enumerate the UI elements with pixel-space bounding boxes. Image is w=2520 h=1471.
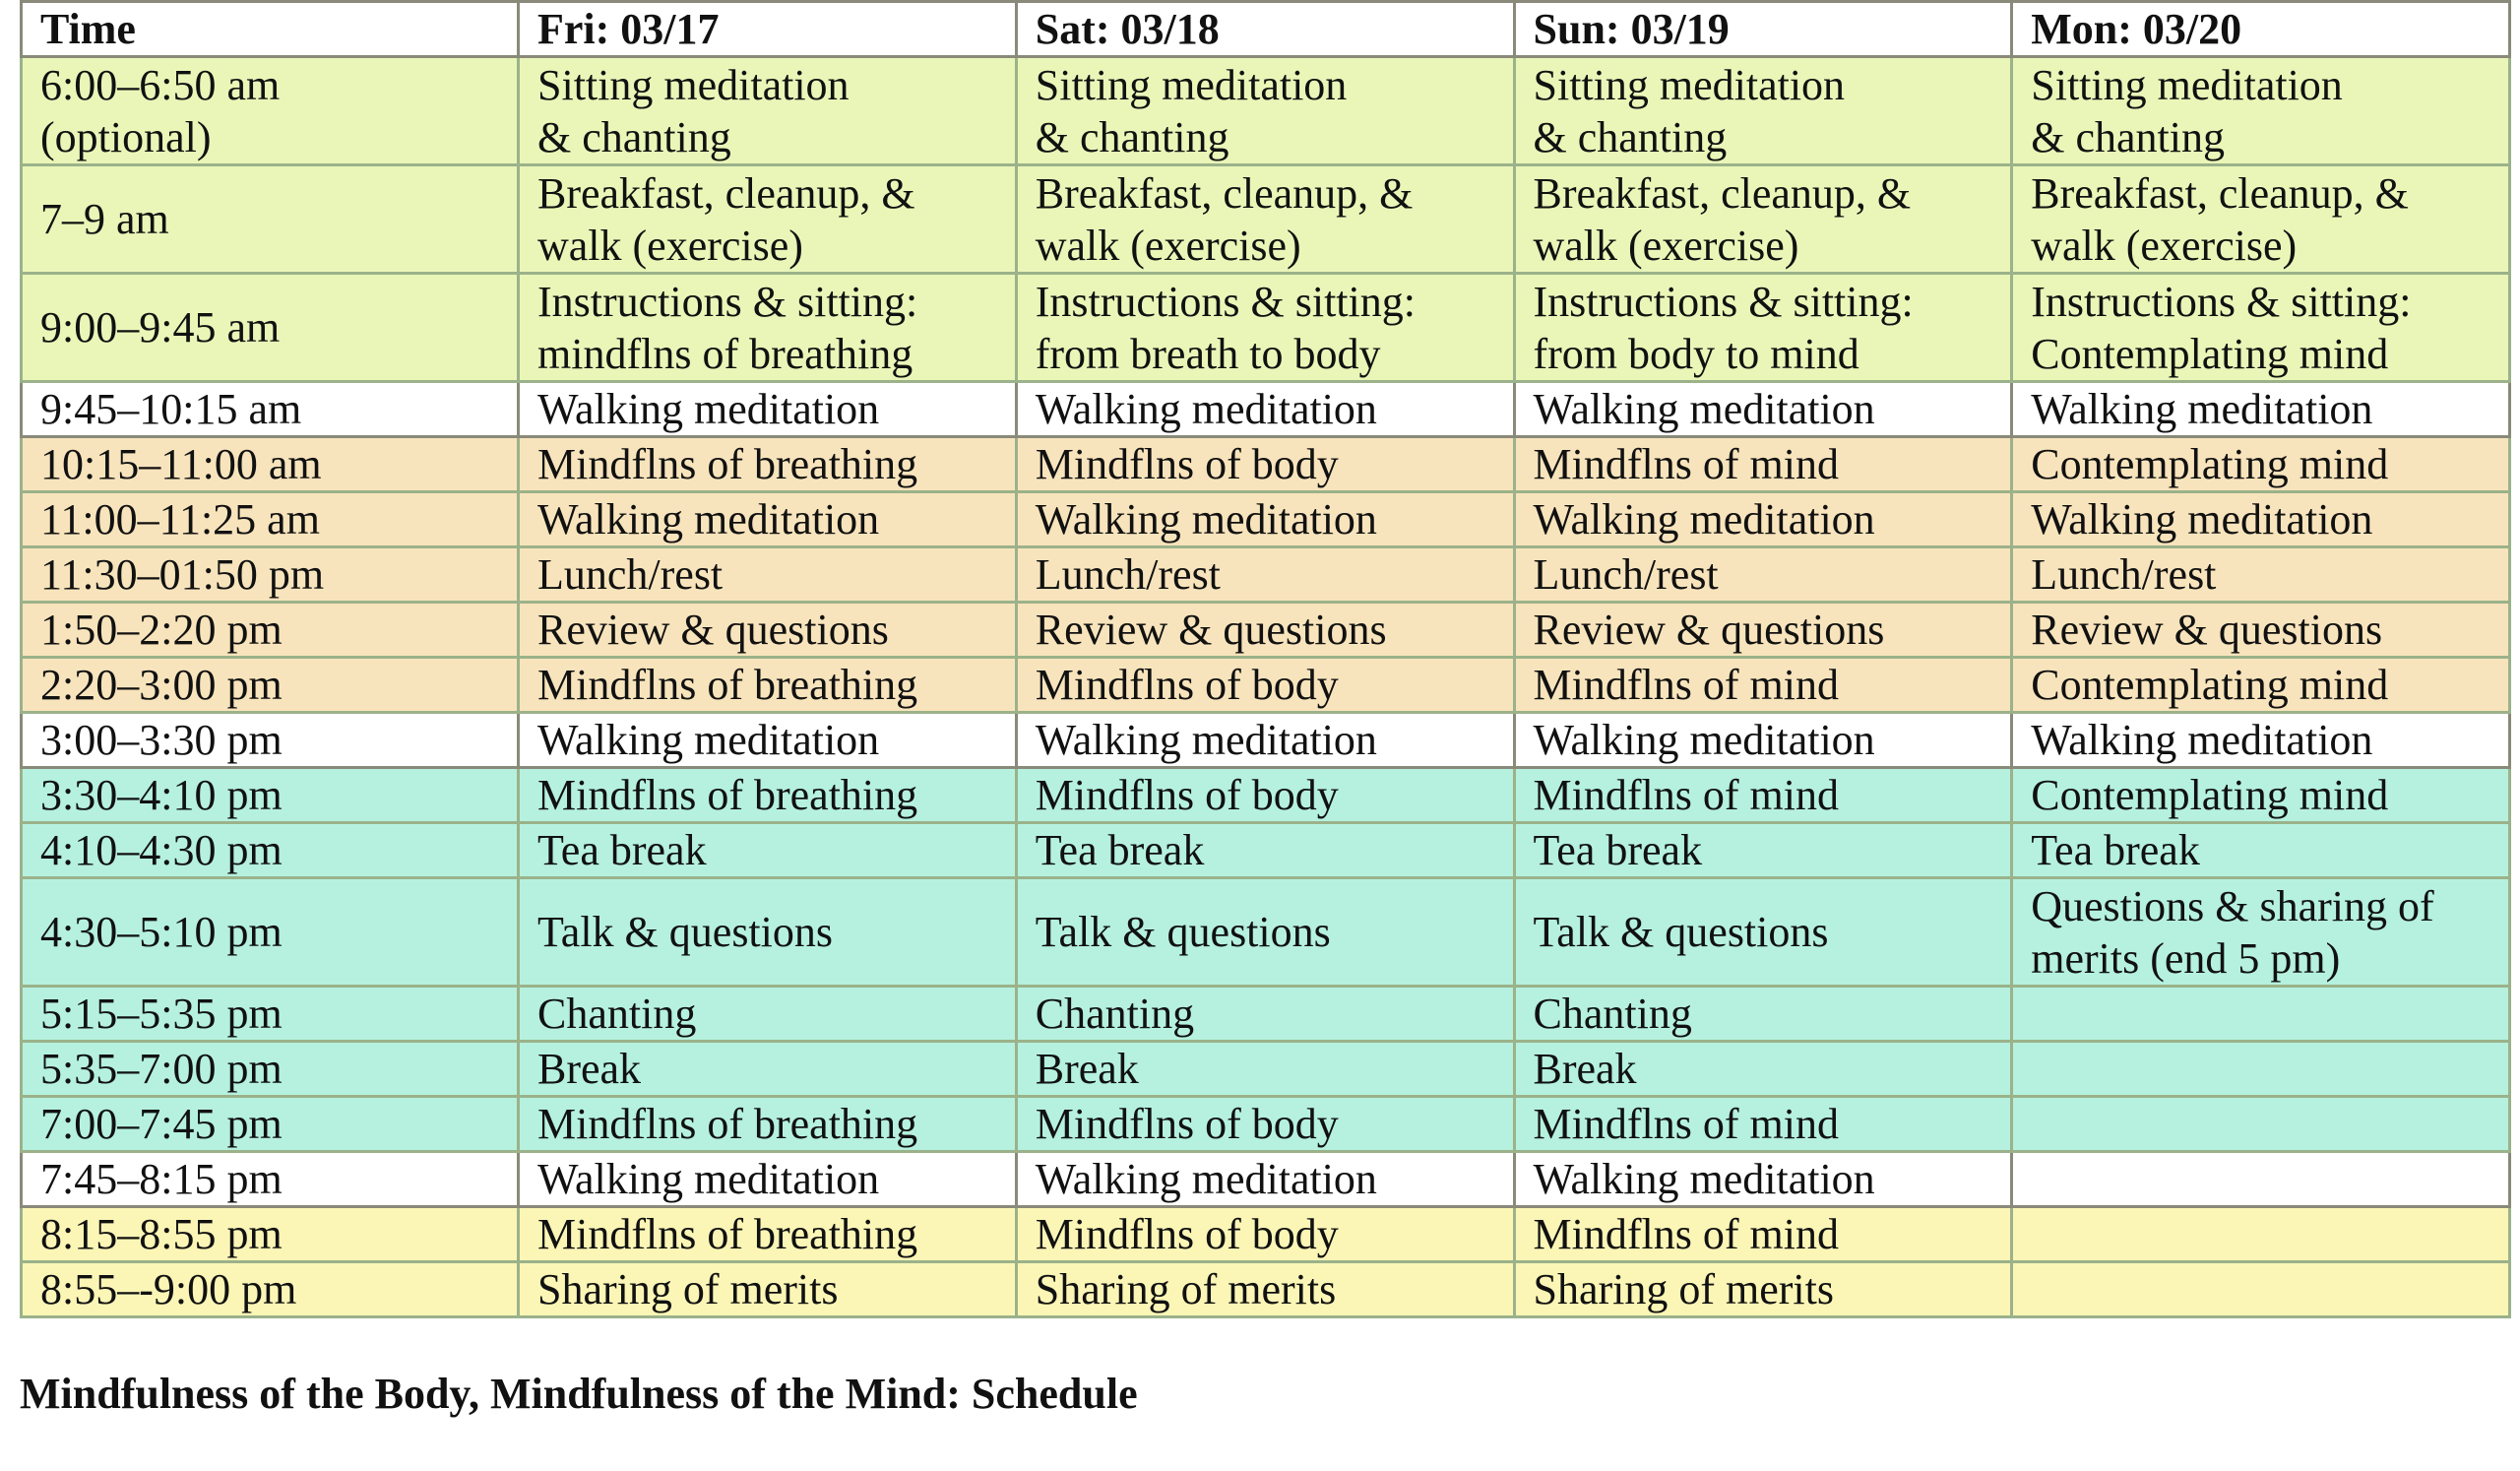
sun-cell bbox=[1514, 165, 2012, 274]
sun-cell bbox=[1514, 713, 2012, 768]
table-row bbox=[22, 823, 2510, 878]
cell-text: 1:50–2:20 pm bbox=[40, 606, 283, 654]
cell-text: Sitting meditation & chanting bbox=[537, 60, 850, 161]
cell-text: Walking meditation bbox=[537, 1155, 880, 1203]
sat-cell bbox=[1016, 878, 1514, 987]
mon-cell bbox=[2012, 1152, 2510, 1207]
sat-cell bbox=[1016, 492, 1514, 547]
cell-text: Talk & questions bbox=[537, 908, 834, 956]
table-row bbox=[22, 987, 2510, 1042]
cell-text: Review & questions bbox=[2031, 606, 2383, 654]
schedule-caption: Mindfulness of the Body, Mindfulness of the Mind: Schedule bbox=[20, 1370, 1138, 1418]
mon-cell bbox=[2012, 768, 2510, 823]
cell-text: Sitting meditation & chanting bbox=[2031, 60, 2343, 161]
fri-cell bbox=[519, 57, 1017, 165]
cell-text: Contemplating mind bbox=[2031, 440, 2389, 488]
fri-cell bbox=[519, 1152, 1017, 1207]
mon-cell bbox=[2012, 57, 2510, 165]
time-cell bbox=[22, 547, 519, 603]
cell-text: 11:00–11:25 am bbox=[40, 495, 320, 544]
sat-cell bbox=[1016, 768, 1514, 823]
cell-text: 9:45–10:15 am bbox=[40, 385, 302, 433]
sat-cell bbox=[1016, 57, 1514, 165]
fri-cell bbox=[519, 274, 1017, 382]
cell-text: Review & questions bbox=[537, 606, 889, 654]
cell-text: Mindflns of body bbox=[1035, 1100, 1339, 1148]
cell-text: 10:15–11:00 am bbox=[40, 440, 322, 488]
sat-cell bbox=[1016, 382, 1514, 437]
time-cell bbox=[22, 768, 519, 823]
table-row bbox=[22, 658, 2510, 713]
sun-cell bbox=[1514, 878, 2012, 987]
table-row bbox=[22, 603, 2510, 658]
table-row bbox=[22, 1097, 2510, 1152]
cell-text: Instructions & sitting: from breath to body bbox=[1035, 277, 1416, 378]
mon-cell bbox=[2012, 1097, 2510, 1152]
cell-text: Walking meditation bbox=[1035, 385, 1377, 433]
cell-text: Breakfast, cleanup, & walk (exercise) bbox=[537, 168, 915, 270]
fri-cell bbox=[519, 382, 1017, 437]
time-cell bbox=[22, 1207, 519, 1262]
mon-cell bbox=[2012, 382, 2510, 437]
table-row bbox=[22, 1042, 2510, 1097]
cell-text: Sitting meditation & chanting bbox=[1035, 60, 1348, 161]
sun-cell bbox=[1514, 823, 2012, 878]
cell-text: Lunch/rest bbox=[537, 550, 724, 599]
cell-text: Questions & sharing of merits (end 5 pm) bbox=[2031, 881, 2434, 983]
cell-text: Review & questions bbox=[1035, 606, 1387, 654]
sun-cell bbox=[1514, 1207, 2012, 1262]
cell-text: Mindflns of mind bbox=[1533, 1100, 1839, 1148]
cell-text: Sharing of merits bbox=[537, 1265, 839, 1313]
time-cell bbox=[22, 603, 519, 658]
table-row bbox=[22, 492, 2510, 547]
cell-text: 4:30–5:10 pm bbox=[40, 908, 283, 956]
cell-text: 3:00–3:30 pm bbox=[40, 716, 283, 764]
cell-text: Walking meditation bbox=[1533, 495, 1875, 544]
mon-cell bbox=[2012, 713, 2510, 768]
cell-text: 8:15–8:55 pm bbox=[40, 1210, 283, 1258]
cell-text: Sitting meditation & chanting bbox=[1533, 60, 1846, 161]
table-row bbox=[22, 768, 2510, 823]
table-row bbox=[22, 57, 2510, 165]
fri-cell bbox=[519, 658, 1017, 713]
fri-cell bbox=[519, 1207, 1017, 1262]
table-row bbox=[22, 1152, 2510, 1207]
sun-cell bbox=[1514, 658, 2012, 713]
header-day-sun: Sun: 03/19 bbox=[1514, 2, 2012, 57]
schedule-table-container bbox=[20, 0, 2508, 1318]
cell-text: Chanting bbox=[1035, 990, 1195, 1038]
sun-cell bbox=[1514, 1262, 2012, 1317]
time-cell bbox=[22, 1262, 519, 1317]
cell-text: Walking meditation bbox=[2031, 495, 2373, 544]
cell-text: Breakfast, cleanup, & walk (exercise) bbox=[2031, 168, 2409, 270]
cell-text: Walking meditation bbox=[537, 716, 880, 764]
cell-text: Tea break bbox=[537, 826, 707, 874]
mon-cell bbox=[2012, 987, 2510, 1042]
fri-cell bbox=[519, 165, 1017, 274]
time-cell bbox=[22, 382, 519, 437]
mon-cell bbox=[2012, 1207, 2510, 1262]
fri-cell bbox=[519, 1042, 1017, 1097]
sat-cell bbox=[1016, 1042, 1514, 1097]
cell-text: Chanting bbox=[1533, 990, 1692, 1038]
mon-cell bbox=[2012, 878, 2510, 987]
sat-cell bbox=[1016, 1207, 1514, 1262]
table-row bbox=[22, 165, 2510, 274]
time-cell bbox=[22, 1097, 519, 1152]
cell-text: 7:45–8:15 pm bbox=[40, 1155, 283, 1203]
sat-cell bbox=[1016, 987, 1514, 1042]
cell-text: Mindflns of breathing bbox=[537, 1100, 918, 1148]
cell-text: Walking meditation bbox=[1533, 1155, 1875, 1203]
mon-cell bbox=[2012, 547, 2510, 603]
header-time: Time bbox=[22, 2, 519, 57]
cell-text: Walking meditation bbox=[1533, 716, 1875, 764]
sun-cell bbox=[1514, 1097, 2012, 1152]
cell-text: Walking meditation bbox=[537, 385, 880, 433]
cell-text: Mindflns of breathing bbox=[537, 771, 918, 819]
sat-cell bbox=[1016, 1152, 1514, 1207]
fri-cell bbox=[519, 768, 1017, 823]
sat-cell bbox=[1016, 658, 1514, 713]
fri-cell bbox=[519, 547, 1017, 603]
sat-cell bbox=[1016, 437, 1514, 492]
mon-cell bbox=[2012, 437, 2510, 492]
fri-cell bbox=[519, 1262, 1017, 1317]
mon-cell bbox=[2012, 658, 2510, 713]
cell-text: 6:00–6:50 am (optional) bbox=[40, 60, 281, 161]
cell-text: Mindflns of body bbox=[1035, 661, 1339, 709]
cell-text: Contemplating mind bbox=[2031, 661, 2389, 709]
table-row bbox=[22, 1207, 2510, 1262]
cell-text: Mindflns of body bbox=[1035, 771, 1339, 819]
mon-cell bbox=[2012, 1042, 2510, 1097]
time-cell bbox=[22, 1152, 519, 1207]
fri-cell bbox=[519, 878, 1017, 987]
sun-cell bbox=[1514, 57, 2012, 165]
cell-text: Lunch/rest bbox=[2031, 550, 2217, 599]
sun-cell bbox=[1514, 382, 2012, 437]
cell-text: Walking meditation bbox=[1035, 1155, 1377, 1203]
cell-text: Contemplating mind bbox=[2031, 771, 2389, 819]
cell-text: Mindflns of breathing bbox=[537, 1210, 918, 1258]
cell-text: 3:30–4:10 pm bbox=[40, 771, 283, 819]
cell-text: Instructions & sitting: from body to mind bbox=[1533, 277, 1914, 378]
header-row bbox=[22, 2, 2510, 57]
cell-text: Mindflns of mind bbox=[1533, 771, 1839, 819]
header-day-sat: Sat: 03/18 bbox=[1016, 2, 1514, 57]
cell-text: Mindflns of mind bbox=[1533, 440, 1839, 488]
table-row bbox=[22, 1262, 2510, 1317]
fri-cell bbox=[519, 603, 1017, 658]
sun-cell bbox=[1514, 603, 2012, 658]
time-cell bbox=[22, 878, 519, 987]
cell-text: 8:55–-9:00 pm bbox=[40, 1265, 297, 1313]
fri-cell bbox=[519, 823, 1017, 878]
table-row bbox=[22, 547, 2510, 603]
sun-cell bbox=[1514, 768, 2012, 823]
cell-text: 5:15–5:35 pm bbox=[40, 990, 283, 1038]
time-cell bbox=[22, 57, 519, 165]
sat-cell bbox=[1016, 274, 1514, 382]
time-cell bbox=[22, 274, 519, 382]
fri-cell bbox=[519, 987, 1017, 1042]
cell-text: Walking meditation bbox=[1035, 716, 1377, 764]
header-day-fri: Fri: 03/17 bbox=[519, 2, 1017, 57]
cell-text: Walking meditation bbox=[2031, 716, 2373, 764]
cell-text: Mindflns of mind bbox=[1533, 1210, 1839, 1258]
header-day-mon: Mon: 03/20 bbox=[2012, 2, 2510, 57]
table-row bbox=[22, 274, 2510, 382]
cell-text: Walking meditation bbox=[537, 495, 880, 544]
fri-cell bbox=[519, 492, 1017, 547]
sun-cell bbox=[1514, 437, 2012, 492]
cell-text: Instructions & sitting: mindflns of breathing bbox=[537, 277, 918, 378]
cell-text: Break bbox=[1035, 1045, 1139, 1093]
cell-text: Mindflns of breathing bbox=[537, 661, 918, 709]
cell-text: Walking meditation bbox=[1533, 385, 1875, 433]
schedule-table bbox=[20, 0, 2511, 1318]
cell-text: Break bbox=[537, 1045, 642, 1093]
cell-text: Review & questions bbox=[1533, 606, 1885, 654]
cell-text: Instructions & sitting: Contemplating mind bbox=[2031, 277, 2412, 378]
cell-text: Talk & questions bbox=[1533, 908, 1829, 956]
sun-cell bbox=[1514, 492, 2012, 547]
mon-cell bbox=[2012, 274, 2510, 382]
cell-text: Tea break bbox=[1035, 826, 1205, 874]
time-cell bbox=[22, 1042, 519, 1097]
cell-text: Sharing of merits bbox=[1035, 1265, 1337, 1313]
cell-text: Lunch/rest bbox=[1533, 550, 1719, 599]
cell-text: 4:10–4:30 pm bbox=[40, 826, 283, 874]
mon-cell bbox=[2012, 165, 2510, 274]
cell-text: Mindflns of mind bbox=[1533, 661, 1839, 709]
cell-text: 7–9 am bbox=[40, 195, 169, 243]
table-row bbox=[22, 382, 2510, 437]
fri-cell bbox=[519, 1097, 1017, 1152]
sat-cell bbox=[1016, 165, 1514, 274]
time-cell bbox=[22, 823, 519, 878]
mon-cell bbox=[2012, 823, 2510, 878]
cell-text: 5:35–7:00 pm bbox=[40, 1045, 283, 1093]
sat-cell bbox=[1016, 547, 1514, 603]
cell-text: 11:30–01:50 pm bbox=[40, 550, 325, 599]
cell-text: Mindflns of body bbox=[1035, 440, 1339, 488]
cell-text: Chanting bbox=[537, 990, 697, 1038]
mon-cell bbox=[2012, 1262, 2510, 1317]
table-row bbox=[22, 437, 2510, 492]
sun-cell bbox=[1514, 987, 2012, 1042]
cell-text: Tea break bbox=[1533, 826, 1703, 874]
table-row bbox=[22, 713, 2510, 768]
cell-text: Sharing of merits bbox=[1533, 1265, 1835, 1313]
cell-text: Mindflns of breathing bbox=[537, 440, 918, 488]
mon-cell bbox=[2012, 603, 2510, 658]
cell-text: Breakfast, cleanup, & walk (exercise) bbox=[1035, 168, 1414, 270]
sat-cell bbox=[1016, 713, 1514, 768]
cell-text: Tea break bbox=[2031, 826, 2200, 874]
table-row bbox=[22, 878, 2510, 987]
fri-cell bbox=[519, 713, 1017, 768]
cell-text: 2:20–3:00 pm bbox=[40, 661, 283, 709]
cell-text: Mindflns of body bbox=[1035, 1210, 1339, 1258]
time-cell bbox=[22, 437, 519, 492]
time-cell bbox=[22, 713, 519, 768]
cell-text: Breakfast, cleanup, & walk (exercise) bbox=[1533, 168, 1912, 270]
time-cell bbox=[22, 165, 519, 274]
sat-cell bbox=[1016, 603, 1514, 658]
schedule-body bbox=[22, 57, 2510, 1317]
sun-cell bbox=[1514, 1152, 2012, 1207]
cell-text: Talk & questions bbox=[1035, 908, 1331, 956]
sat-cell bbox=[1016, 1097, 1514, 1152]
cell-text: Lunch/rest bbox=[1035, 550, 1221, 599]
mon-cell bbox=[2012, 492, 2510, 547]
cell-text: Walking meditation bbox=[2031, 385, 2373, 433]
sun-cell bbox=[1514, 1042, 2012, 1097]
sun-cell bbox=[1514, 547, 2012, 603]
time-cell bbox=[22, 987, 519, 1042]
cell-text: Walking meditation bbox=[1035, 495, 1377, 544]
sat-cell bbox=[1016, 1262, 1514, 1317]
time-cell bbox=[22, 658, 519, 713]
time-cell bbox=[22, 492, 519, 547]
cell-text: 9:00–9:45 am bbox=[40, 303, 281, 352]
cell-text: 7:00–7:45 pm bbox=[40, 1100, 283, 1148]
sat-cell bbox=[1016, 823, 1514, 878]
cell-text: Break bbox=[1533, 1045, 1637, 1093]
sun-cell bbox=[1514, 274, 2012, 382]
fri-cell bbox=[519, 437, 1017, 492]
